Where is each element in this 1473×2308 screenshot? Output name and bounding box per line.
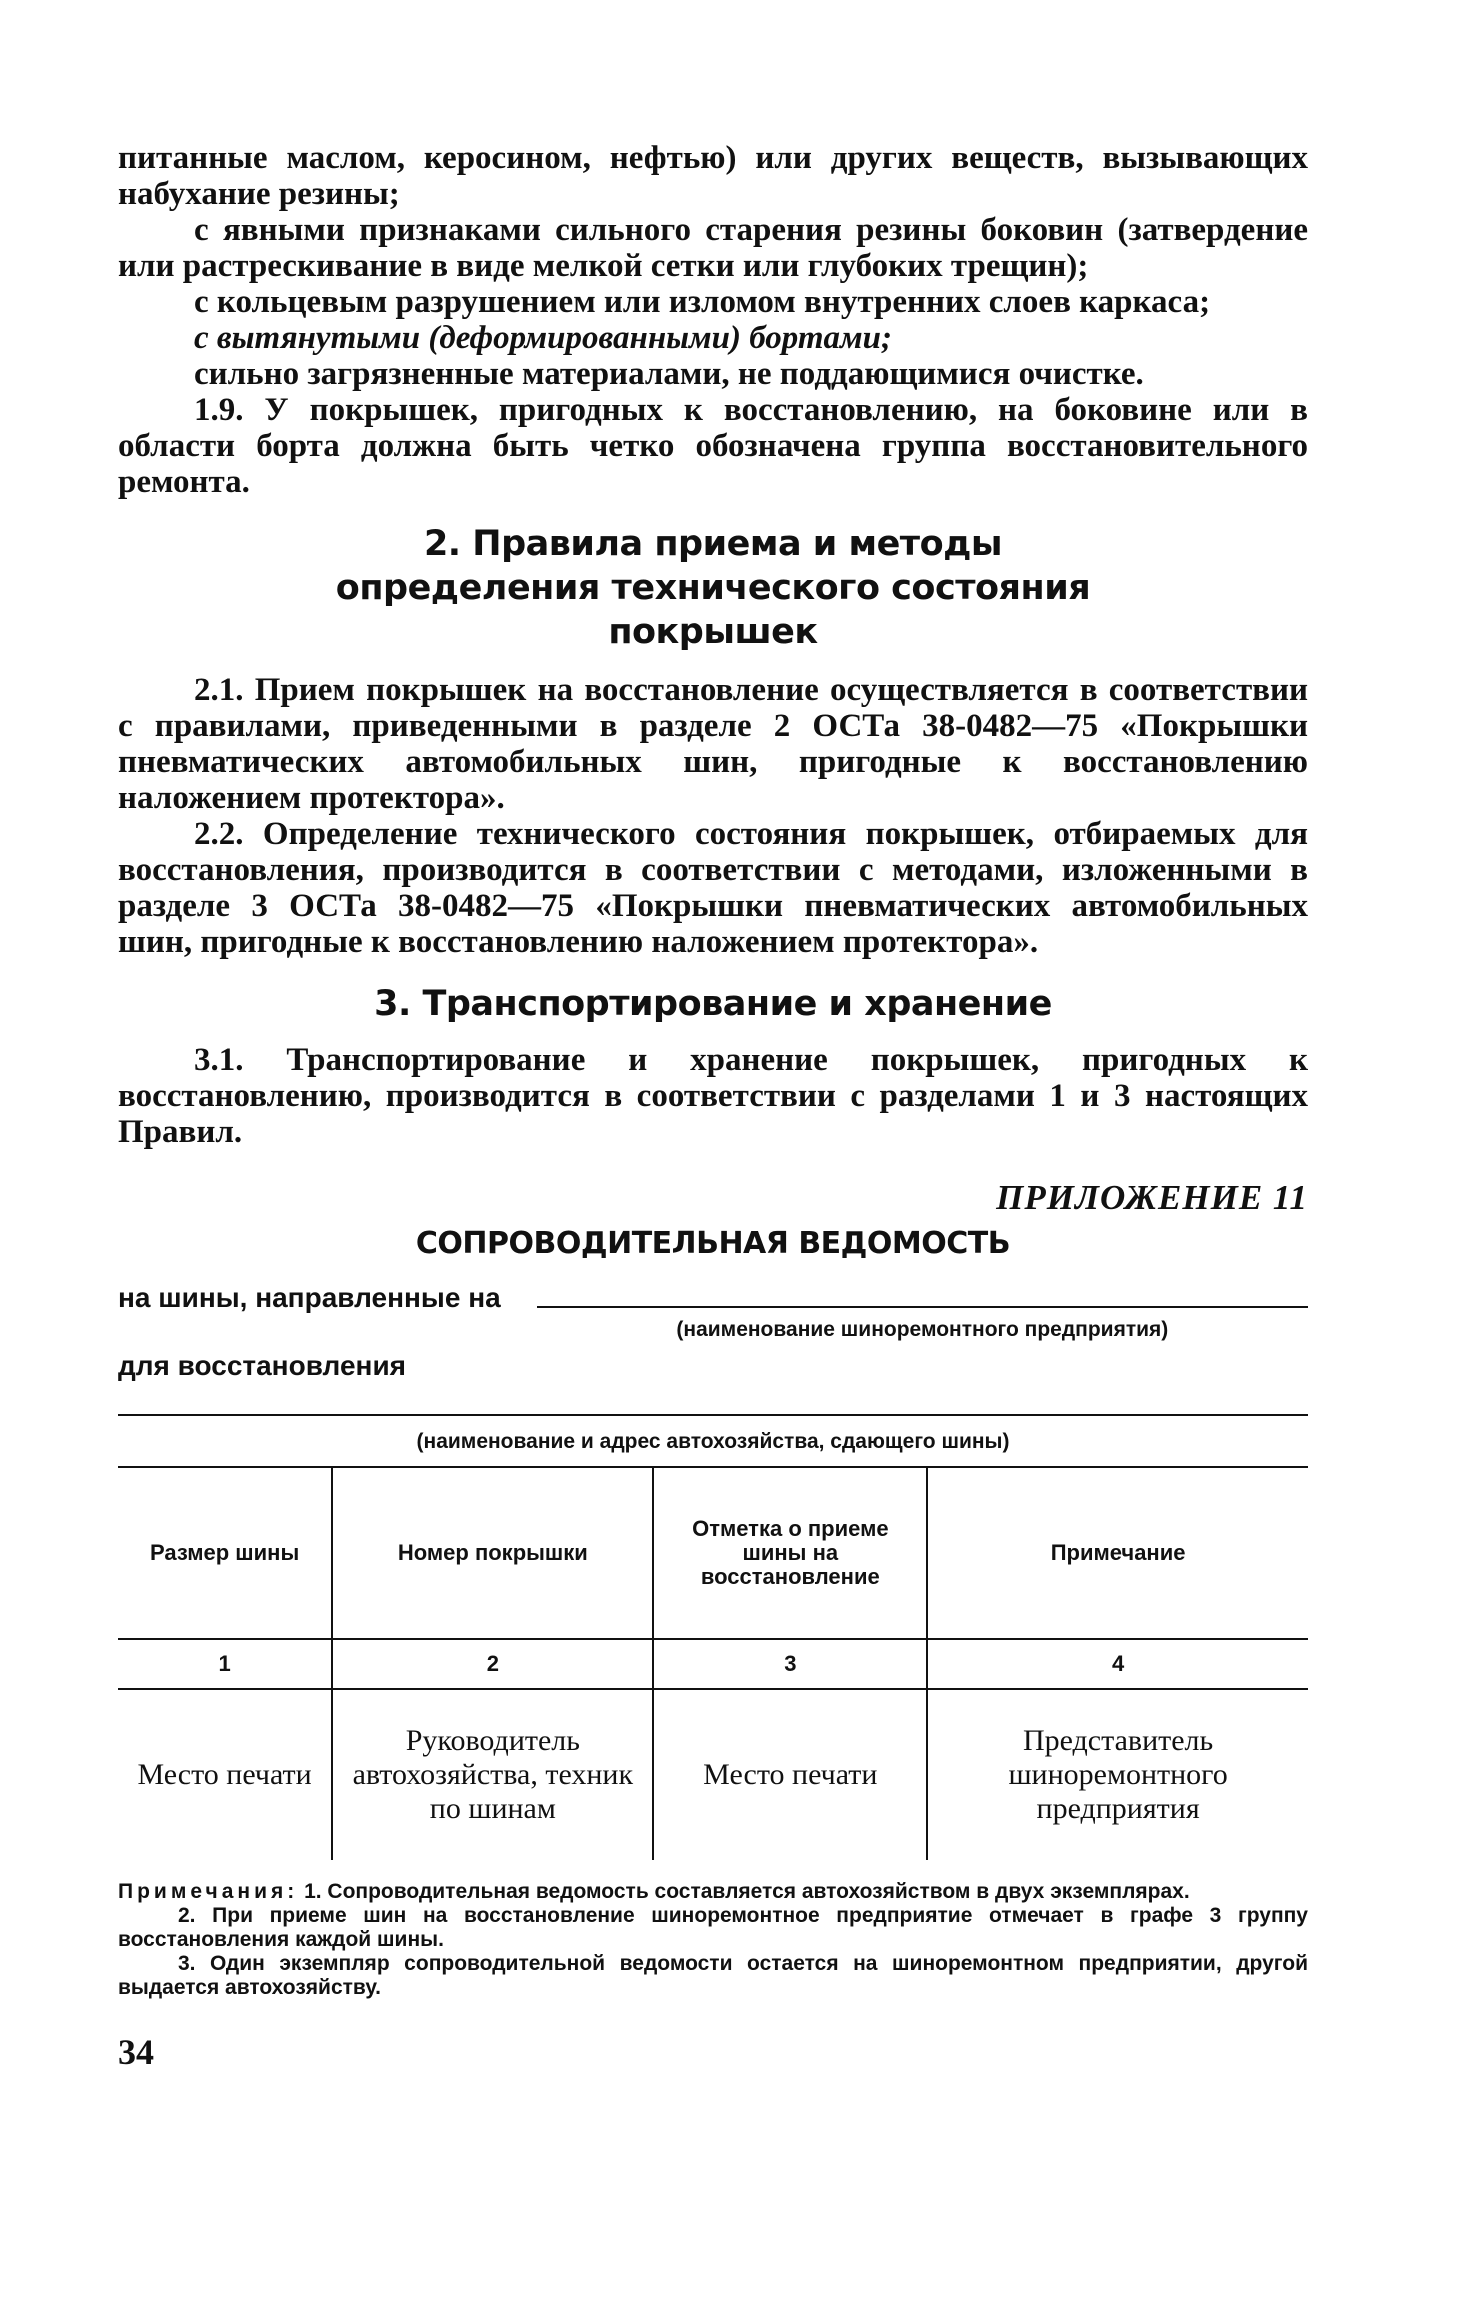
recipient-label: на шины, направленные на xyxy=(118,1282,501,1313)
section-2-heading: 2. Правила приема и методы определения технического состояния покрышек xyxy=(335,524,1091,652)
signature-representative: Представитель шиноремонтного предприятия xyxy=(1008,1724,1228,1825)
section-3-heading: 3. Транспортирование и хранение xyxy=(374,984,1052,1024)
column-number: 2 xyxy=(332,1639,653,1689)
paragraph-beads: с вытянутыми (деформированными) бортами; xyxy=(194,320,892,356)
address-caption: (наименование и адрес автохозяйства, сдающего шины) xyxy=(416,1430,1010,1453)
paragraph-3-1: 3.1. Транспортирование и хранение покрышек, пригодных к восстановлению, производится в соответствии с разделами 1 и 3 настоящих Правил. xyxy=(118,1042,1308,1150)
table-number-row xyxy=(118,1639,1308,1689)
document-page xyxy=(118,140,1308,2070)
column-number: 3 xyxy=(653,1639,927,1689)
signature-stamp-left: Место печати xyxy=(118,1689,332,1860)
header-tire-size: Размер шины xyxy=(118,1467,332,1639)
recipient-blank xyxy=(537,1280,1308,1348)
notes-block xyxy=(118,1880,1308,2000)
recipient-line xyxy=(537,1280,1308,1308)
paragraph-2-2: 2.2. Определение технического состояния покрышек, отбираемых для восстановления, производится в соответствии с методами, изложенными в разделе 3 ОСТа 38-0482—75 «Покрышки пневматических автомобильных шин, пригодные к восстановлению наложением протектора». xyxy=(118,816,1308,960)
signature-manager: Руководитель автохозяйства, техник по шинам xyxy=(332,1689,653,1860)
recipient-caption: (наименование шиноремонтного предприятия) xyxy=(676,1318,1169,1341)
table-signature-row xyxy=(118,1689,1308,1860)
paragraph-dirty: сильно загрязненные материалами, не поддающимися очистке. xyxy=(194,356,1144,392)
paragraph-aging: с явными признаками сильного старения резины боковин (затвердение или растрескивание в виде мелкой сетки или глубоких трещин); xyxy=(118,212,1308,284)
paragraph-2-1: 2.1. Прием покрышек на восстановление осуществляется в соответствии с правилами, приведенными в разделе 2 ОСТа 38-0482—75 «Покрышки пневматических автомобильных шин, пригодные к восстановлению наложением протектора». xyxy=(118,672,1308,816)
header-tire-number: Номер покрышки xyxy=(332,1467,653,1639)
table-header-row xyxy=(118,1467,1308,1639)
address-line xyxy=(118,1414,1308,1416)
note-3: 3. Один экземпляр сопроводительной ведомости остается на шиноремонтном предприятии, другой выдается автохозяйству. xyxy=(118,1952,1308,1999)
notes-label: Примечания: xyxy=(118,1880,299,1903)
paragraph-ring-damage: с кольцевым разрушением или изломом внутренних слоев каркаса; xyxy=(194,284,1211,320)
note-1-text: 1. Сопроводительная ведомость составляется автохозяйством в двух экземплярах. xyxy=(304,1880,1190,1903)
paragraph-continuation: питанные маслом, керосином, нефтью) или других веществ, вызывающих набухание резины; xyxy=(118,140,1308,212)
page-number: 34 xyxy=(118,2032,154,2072)
form-title: СОПРОВОДИТЕЛЬНАЯ ВЕДОМОСТЬ xyxy=(415,1226,1011,1261)
header-note: Примечание xyxy=(927,1467,1308,1639)
restoration-label: для восстановления xyxy=(118,1350,406,1381)
column-number: 1 xyxy=(118,1639,332,1689)
note-2: 2. При приеме шин на восстановление шиноремонтное предприятие отмечает в графе 3 группу восстановления каждой шины. xyxy=(118,1904,1308,1951)
paragraph-1-9: 1.9. У покрышек, пригодных к восстановлению, на боковине или в области борта должна быть четко обозначена группа восстановительного ремонта. xyxy=(118,392,1308,500)
column-number: 4 xyxy=(927,1639,1308,1689)
signature-stamp-center: Место печати xyxy=(653,1689,927,1860)
form-line-recipient xyxy=(118,1280,1308,1348)
statement-table xyxy=(118,1466,1308,1860)
header-acceptance-mark: Отметка о приеме шины на восстановление xyxy=(653,1467,927,1639)
appendix-label: ПРИЛОЖЕНИЕ 11 xyxy=(996,1178,1308,1217)
note-1 xyxy=(118,1880,1308,1904)
